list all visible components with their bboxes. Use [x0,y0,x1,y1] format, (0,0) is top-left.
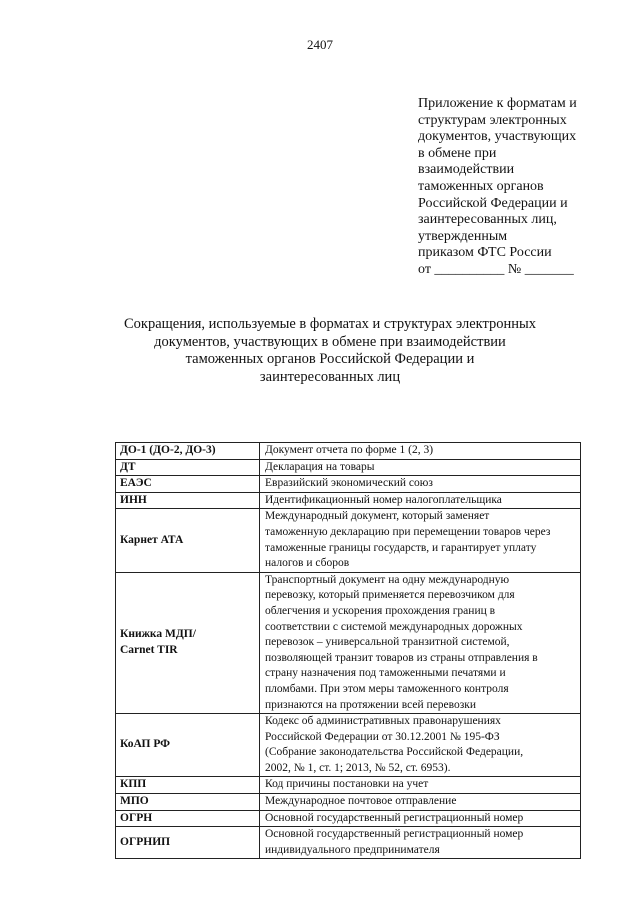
abbreviation-term [116,794,260,811]
term-line: КПП [120,778,147,791]
table-row [116,794,581,811]
term-line: КоАП РФ [120,738,171,751]
appendix-line: в обмене при [418,145,497,161]
title-line: документов, участвующих в обмене при взаимодействии [154,333,506,350]
definition-line: Евразийский экономический союз [265,477,433,490]
abbreviation-definition [260,777,581,794]
abbreviations-table [115,442,581,859]
abbreviation-definition [260,714,581,777]
definition-line: признаются на протяжении всей перевозки [265,698,477,711]
definition-line: страну назначения под таможенными печатями и [265,667,506,680]
table-row [116,492,581,509]
definition-line: 2002, № 1, ст. 1; 2013, № 52, ст. 6953). [265,761,451,774]
abbreviation-definition [260,476,581,493]
abbreviation-term [116,476,260,493]
term-line: ДО-1 (ДО-2, ДО-3) [120,444,216,456]
appendix-line: структурам электронных [418,112,567,128]
table-row [116,714,581,777]
definition-line: Код причины постановки на учет [265,778,429,791]
definition-line: облегчения и ускорения прохождения границ в [265,604,496,617]
term-line: ОГРН [120,811,153,824]
abbreviation-definition [260,492,581,509]
title-line: Сокращения, используемые в форматах и структурах электронных [123,316,537,332]
abbreviation-term [116,443,260,460]
definition-line: Основной государственный регистрационный номер [265,811,524,824]
term-line: Книжка МДП/ [120,628,196,641]
appendix-line: Приложение к форматам и [418,96,577,111]
table-row [116,810,581,827]
abbreviation-definition [260,794,581,811]
term-line: МПО [120,795,149,808]
term-line: Carnet TIR [120,643,178,656]
table-row [116,459,581,476]
definition-line: пломбами. При этом меры таможенного контроля [265,682,509,695]
term-line: ЕАЭС [120,477,152,490]
appendix-approval-block [418,96,608,279]
table-row [116,572,581,713]
abbreviation-definition [260,459,581,476]
appendix-line: утвержденным [418,228,508,244]
definition-line: Кодекс об административных правонарушениях [265,715,501,728]
definition-line: перевозок – универсальной транзитной системой, [265,636,510,649]
appendix-line: от __________ № _______ [418,261,574,277]
definition-line: (Собрание законодательства Российской Федерации, [265,746,524,759]
appendix-line: заинтересованных лиц, [418,212,557,228]
abbreviation-definition [260,827,581,859]
appendix-line: таможенных органов [418,178,544,194]
definition-line: перевозку, который применяется перевозчиком для [265,589,515,602]
definition-line: Основной государственный регистрационный номер [265,828,524,841]
table-row [116,509,581,572]
term-line: ДТ [120,460,136,473]
definition-line: таможенную декларацию при перемещении товаров через [265,525,551,538]
definition-line: таможенные границы государств, и гарантирует уплату [265,541,537,554]
title-line: заинтересованных лиц [259,368,401,385]
abbreviation-definition [260,509,581,572]
abbreviation-term [116,492,260,509]
term-line: Карнет АТА [120,533,184,546]
appendix-line: приказом ФТС России [418,245,552,261]
definition-line: Российской Федерации от 30.12.2001 № 195-ФЗ [265,730,500,743]
table-row [116,476,581,493]
definition-line: Транспортный документ на одну международную [265,573,510,586]
term-line: ИНН [120,493,147,506]
definition-line: Документ отчета по форме 1 (2, 3) [265,444,434,456]
abbreviation-definition [260,810,581,827]
definition-line: Международный документ, который заменяет [265,510,490,523]
appendix-line: Российской Федерации и [418,195,568,211]
abbreviation-term [116,459,260,476]
definition-line: позволяющей транзит товаров из страны отправления в [265,651,538,664]
document-title [70,316,590,386]
title-line: таможенных органов Российской Федерации и [185,351,475,367]
definition-line: Идентификационный номер налогоплательщика [265,493,502,506]
term-line: ОГРНИП [120,836,171,849]
abbreviation-term [116,714,260,777]
abbreviation-definition [260,572,581,713]
abbreviation-definition [260,443,581,460]
appendix-line: взаимодействии [418,162,515,178]
table-row [116,443,581,460]
abbreviations-table-body [116,443,581,859]
definition-line: соответствии с системой международных дорожных [265,620,523,633]
definition-line: Международное почтовое отправление [265,795,457,808]
definition-line: индивидуального предпринимателя [265,843,440,856]
definition-line: налогов и сборов [265,557,350,570]
table-row [116,777,581,794]
abbreviation-term [116,509,260,572]
definition-line: Декларация на товары [265,460,375,473]
appendix-line: документов, участвующих [418,129,577,145]
abbreviation-term [116,810,260,827]
table-row [116,827,581,859]
abbreviation-term [116,572,260,713]
abbreviation-term [116,777,260,794]
page-number: 2407 [307,37,333,52]
abbreviation-term [116,827,260,859]
